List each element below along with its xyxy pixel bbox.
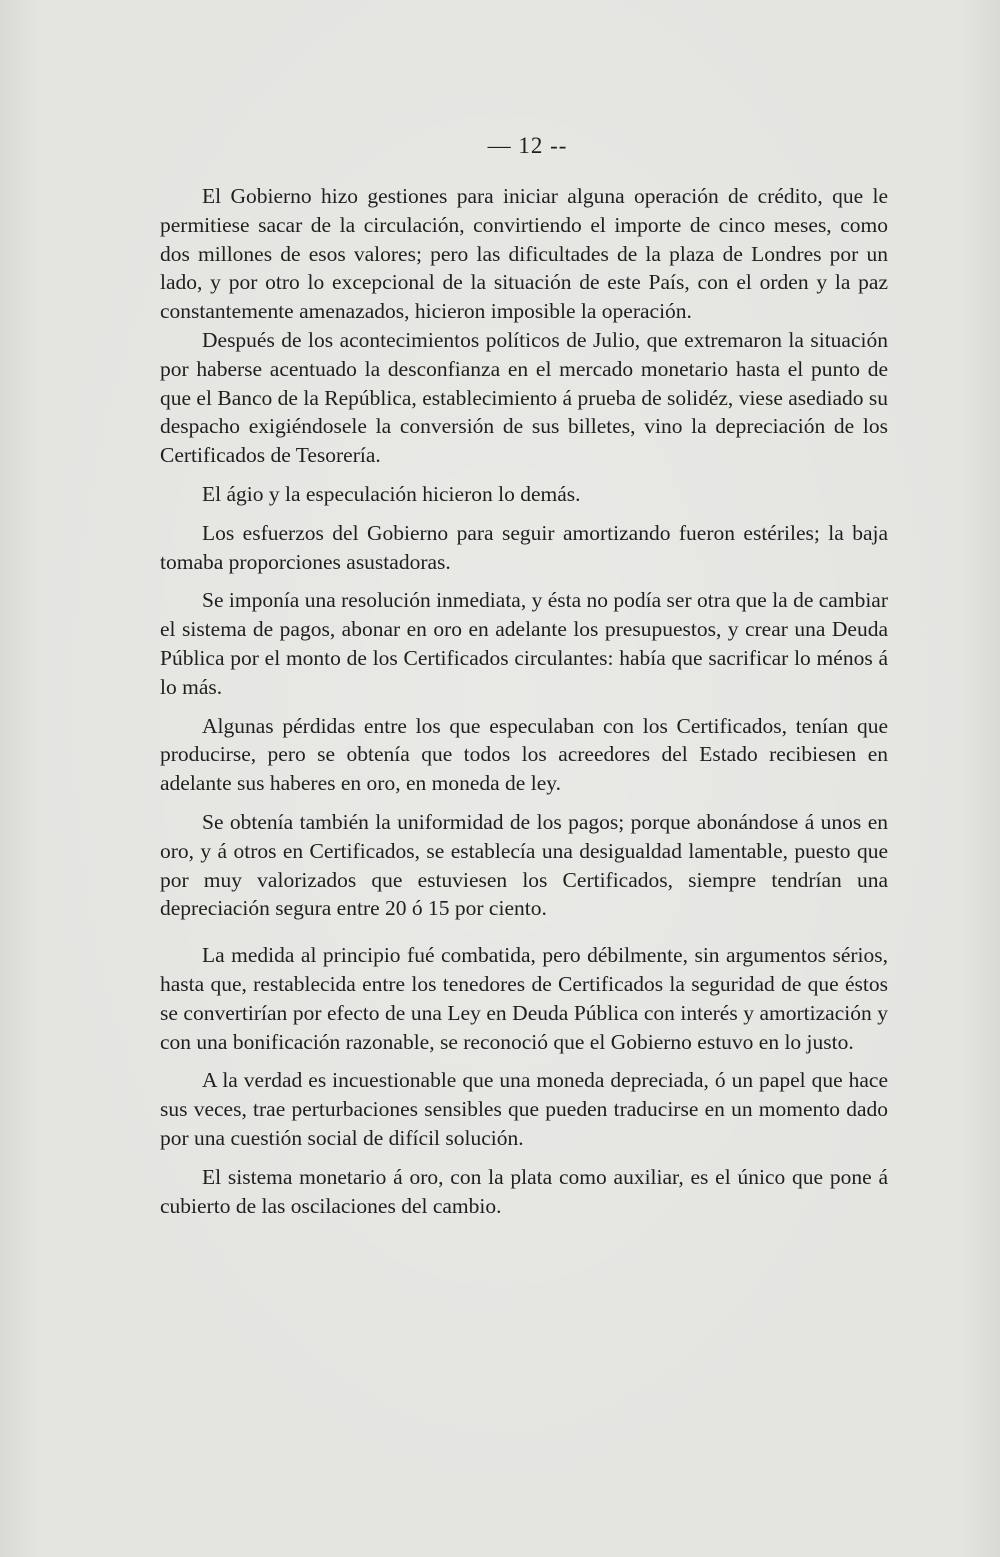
paragraph-4: Los esfuerzos del Gobierno para seguir amortizando fueron estériles; la baja tomaba proporciones asustadoras. bbox=[160, 520, 888, 574]
paragraph-10: El sistema monetario á oro, con la plata como auxiliar, es el único que pone á cubierto de las oscilaciones del cambio. bbox=[160, 1164, 888, 1218]
paragraph-8: La medida al principio fué combatida, pero débilmente, sin argumentos sérios, hasta que, restablecida entre los tenedores de Certificados la seguridad de que éstos se convertirían por efecto de una Ley en Deuda Pública con interés y amortización y con una bonificación razonable, se reconoció que el Gobierno estuvo en lo justo. bbox=[160, 943, 888, 1054]
body-text bbox=[160, 182, 888, 1220]
page-number: — 12 -- bbox=[487, 133, 568, 158]
paragraph-9: A la verdad es incuestionable que una moneda depreciada, ó un papel que hace sus veces, trae perturbaciones sensibles que pueden traducirse en un momento dado por una cuestión social de difícil solución. bbox=[160, 1068, 888, 1150]
paragraph-1: El Gobierno hizo gestiones para iniciar alguna operación de crédito, que le permitiese sacar de la circulación, convirtiendo el importe de cinco meses, como dos millones de esos valores; pero las dificultades de la plaza de Londres por un lado, y por otro lo excepcional de la situación de este País, con el orden y la paz constantemente amenazados, hicieron imposible la operación. bbox=[160, 184, 888, 324]
paragraph-2: Después de los acontecimientos políticos de Julio, que extremaron la situación por haberse acentuado la desconfianza en el mercado monetario hasta el punto de que el Banco de la República, establecimiento á prueba de solidéz, viese asediado su despacho exigiéndosele la conversión de sus billetes, vino la depreciación de los Certificados de Tesorería. bbox=[160, 327, 888, 468]
paragraph-7: Se obtenía también la uniformidad de los pagos; porque abonándose á unos en oro, y á otros en Certificados, se establecía una desigualdad lamentable, puesto que por muy valorizados que estuviesen los Certificados, siempre tendrían una depreciación segura entre 20 ó 15 por ciento. bbox=[160, 809, 888, 921]
paragraph-6: Algunas pérdidas entre los que especulaban con los Certificados, tenían que producirse, pero se obtenía que todos los acreedores del Estado recibiesen en adelante sus haberes en oro, en moneda de ley. bbox=[160, 713, 888, 796]
paragraph-3: El ágio y la especulación hicieron lo demás. bbox=[202, 481, 581, 506]
paragraph-5: Se imponía una resolución inmediata, y ésta no podía ser otra que la de cambiar el sistema de pagos, abonar en oro en adelante los presupuestos, y crear una Deuda Pública por el monto de los Certificados circulantes: había que sacrificar lo ménos á lo más. bbox=[160, 588, 888, 699]
